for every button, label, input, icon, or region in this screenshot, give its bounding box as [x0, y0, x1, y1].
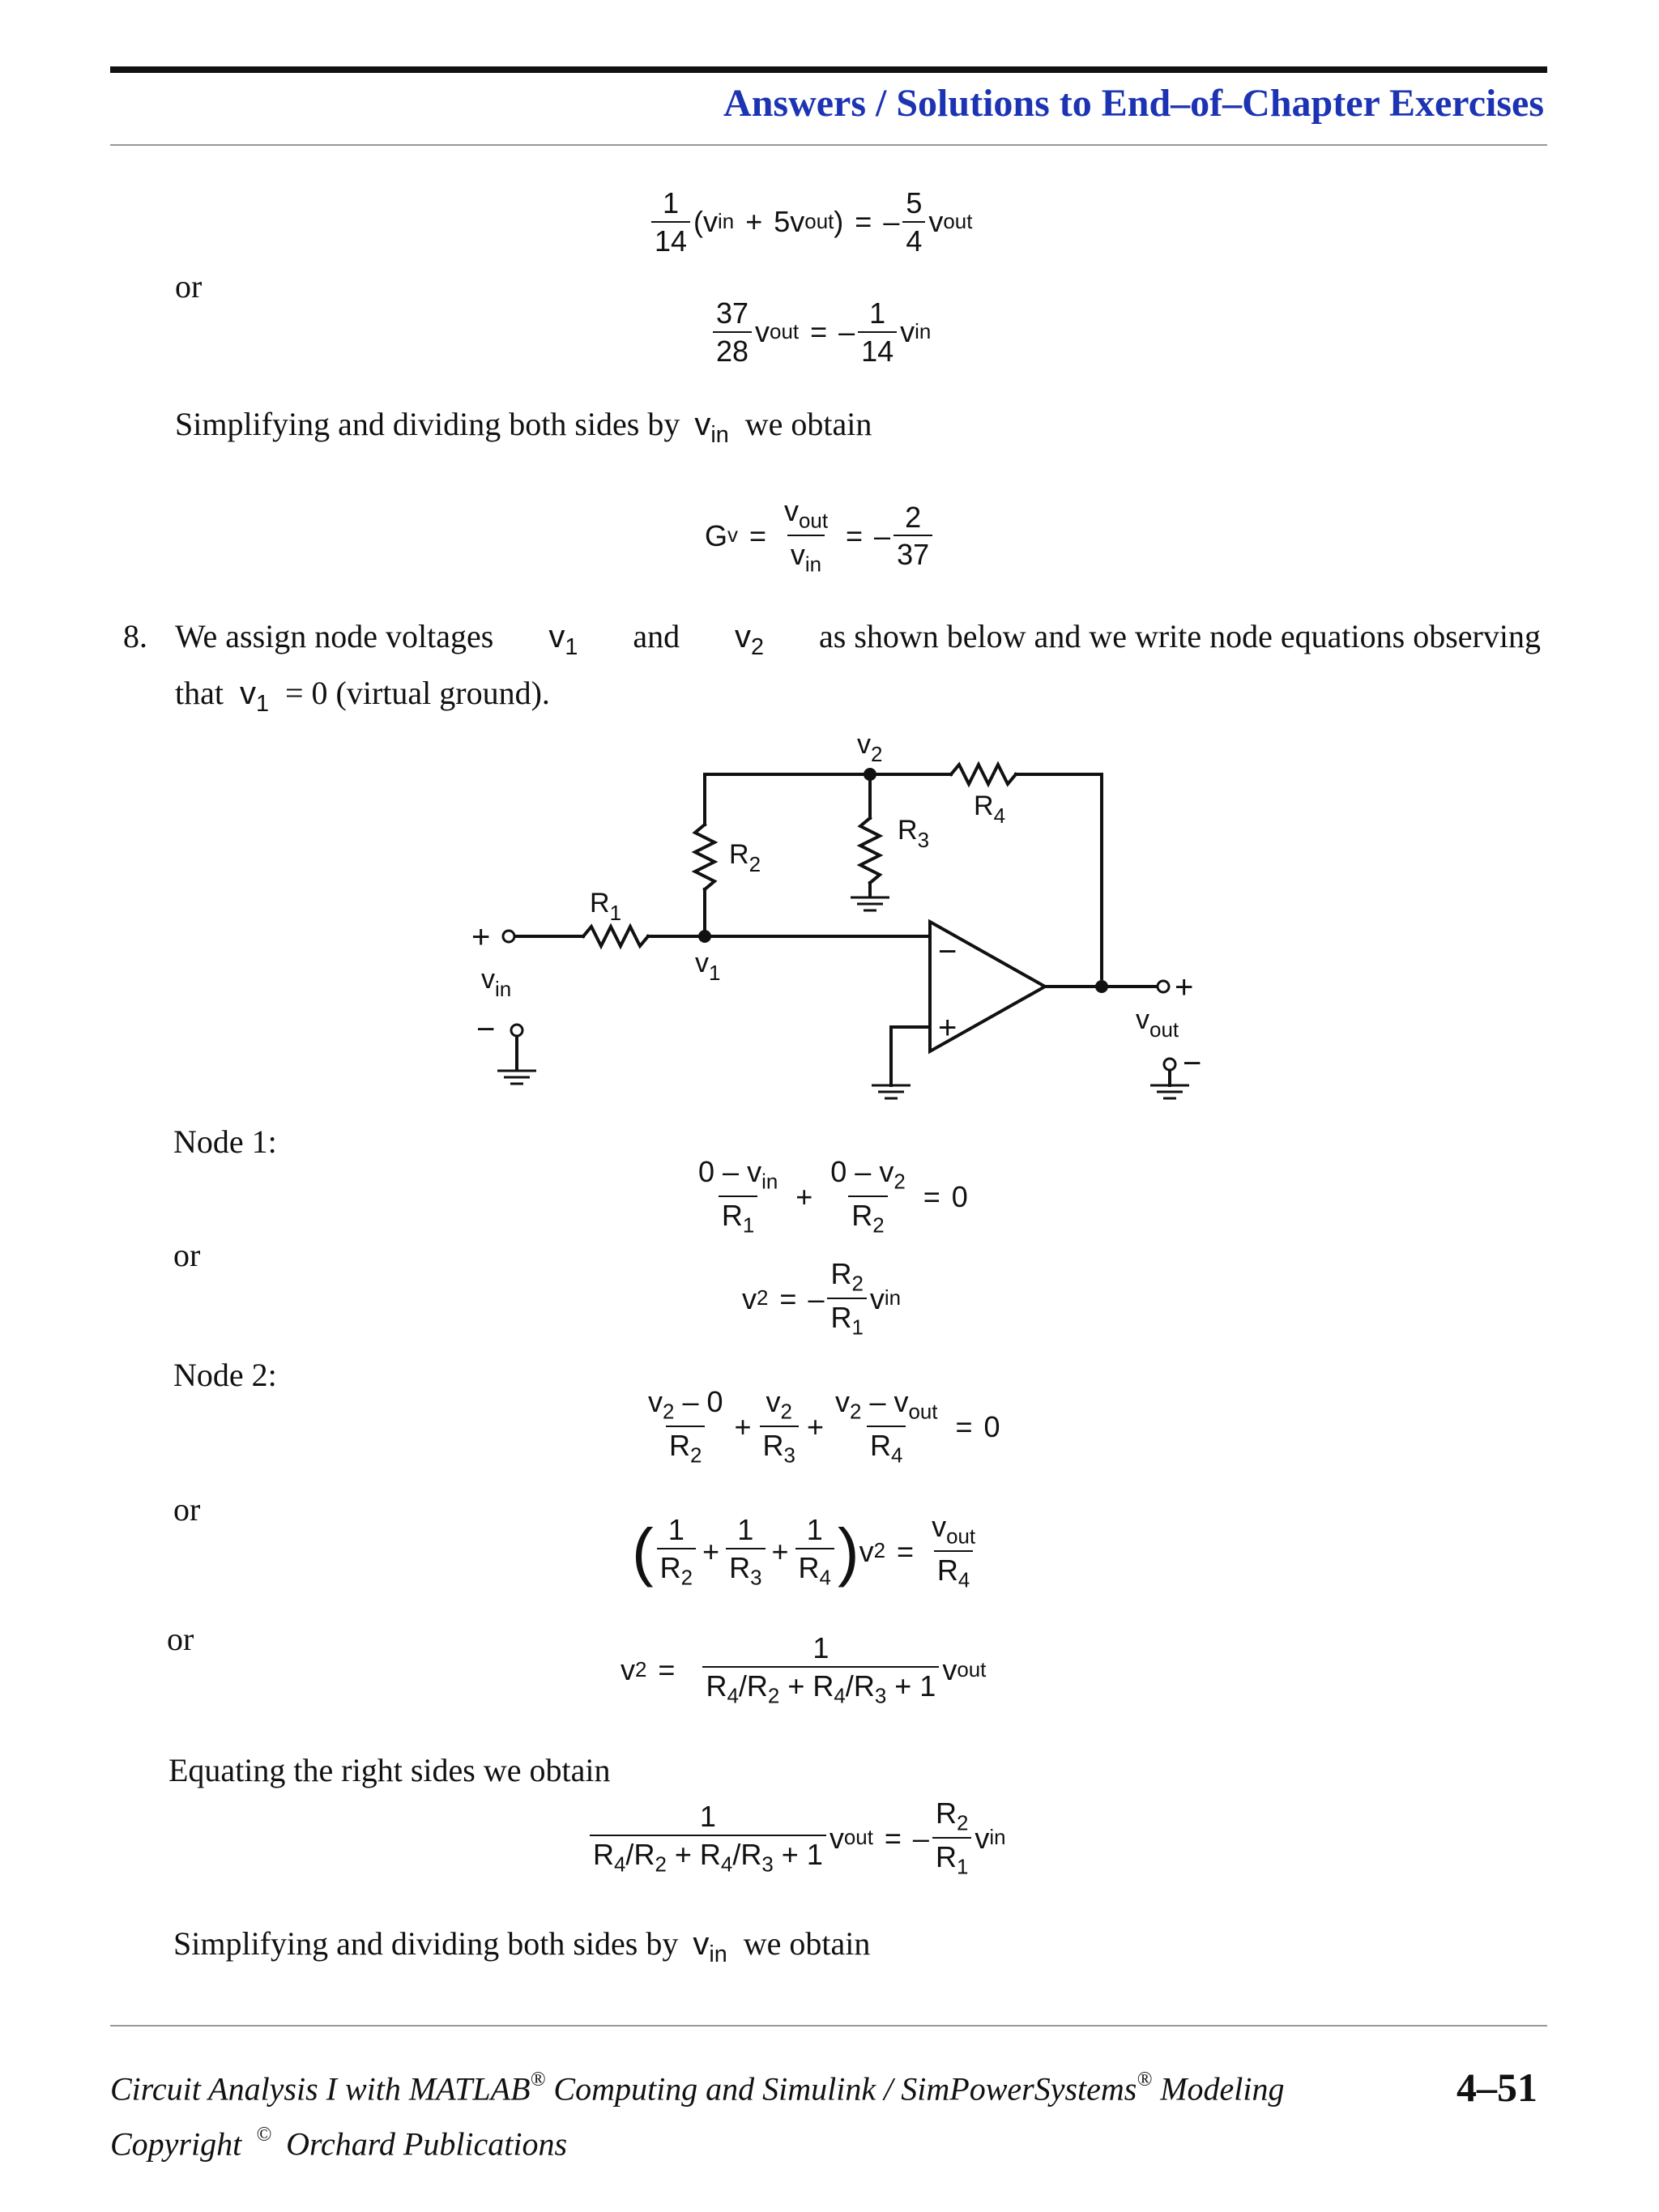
resistor-r3: [860, 818, 880, 883]
equation-v2-node2: v 2 = $\frac{1}{R_4/R_2 + R_4/R_3 + 1}$ v out: [621, 1631, 987, 1708]
ground-icon: [1150, 1085, 1189, 1098]
simplify-line-1: Simplifying and dividing both sides by $v_{in}$ we obtain: [175, 406, 872, 449]
ground-icon: [851, 897, 889, 910]
label-r1: $R_1$: [590, 888, 622, 925]
item-8-line-2: that $v_1 = 0$ (virtual ground).: [175, 675, 550, 718]
opamp-minus-sign: −: [938, 934, 957, 970]
label-vout-plus: +: [1175, 970, 1194, 1005]
word-or-2: or: [173, 1237, 201, 1273]
footer-rule: [110, 2025, 1547, 2027]
node-v1-dot: [698, 930, 711, 943]
label-vin-plus: +: [471, 919, 491, 955]
word-or-3: or: [173, 1491, 201, 1528]
label-r4: $R_4$: [974, 791, 1006, 828]
item-8-line-1: We assign node voltages $v_1$ and $v_2$ as shown below and we write node equations observing: [175, 618, 1541, 661]
terminal-vin-plus: [503, 931, 514, 942]
equation-v2-node1: v 2 = – $\frac{R_2}{R_1}$ v in: [742, 1257, 902, 1340]
ground-icon: [872, 1085, 911, 1098]
node-v2-dot: [864, 768, 876, 781]
label-vin: $v_{in}$: [481, 964, 512, 1001]
circuit-diagram: [454, 729, 1231, 1118]
footer-book-title: Circuit Analysis I with MATLAB® Computing and Simulink / SimPowerSystems® Modeling: [110, 2069, 1285, 2108]
equating-line: Equating the right sides we obtain: [168, 1752, 611, 1788]
resistor-r4: [951, 765, 1016, 784]
resistor-r2: [695, 825, 714, 889]
equation-node-2: $\frac{v_2 - 0}{R_2}$ + $\frac{v_2}{R_3}$ + $\frac{v_2 - v_{out}}{R_4}$ = 0: [648, 1385, 1000, 1468]
terminal-vout-plus: [1158, 981, 1169, 992]
label-vout-minus: −: [1183, 1046, 1202, 1081]
word-or-1: or: [175, 268, 203, 305]
terminal-vin-minus: [511, 1025, 522, 1036]
label-r3: $R_3$: [898, 815, 930, 852]
ground-icon: [497, 1071, 536, 1084]
label-v1: $v_1$: [695, 948, 721, 985]
label-r2: $R_2$: [729, 839, 761, 876]
label-v2: $v_2$: [857, 729, 883, 766]
terminal-vout-minus: [1164, 1059, 1175, 1070]
footer-copyright: Copyright © Orchard Publications: [110, 2124, 568, 2163]
equation-sum-reciprocals: ( $\frac{1}{R_2}$ + $\frac{1}{R_3}$ + $\frac{1}{R_4}$ ) v 2 = $\frac{v_{out}}{R_4}$: [632, 1510, 976, 1592]
item-8-number: 8.: [123, 618, 147, 654]
label-node-2: Node 2:: [173, 1357, 277, 1393]
resistor-r1: [583, 927, 648, 946]
page-number: 4–51: [1456, 2065, 1537, 2110]
equation-node-1: $\frac{0 - v_{in}}{R_1}$ + $\frac{0 - v_2}{R_2}$ = 0: [698, 1155, 968, 1238]
equation-equated: $\frac{1}{R_4/R_2 + R_4/R_3 + 1}$ v out = – $\frac{R_2}{R_1}$ v in: [586, 1798, 1006, 1879]
equation-2: $\frac{37}{28}$ v out = – $\frac{1}{14}$ v in: [710, 298, 931, 367]
header-rule-top: [110, 66, 1547, 73]
label-node-1: Node 1:: [173, 1123, 277, 1160]
header-rule-bottom: [110, 144, 1547, 146]
opamp-plus-sign: +: [938, 1010, 957, 1046]
simplify-line-2: Simplifying and dividing both sides by $v_{in}$ we obtain: [173, 1925, 871, 1968]
label-vout: $v_{out}$: [1136, 1004, 1179, 1042]
equation-1: $\frac{1}{14}$ ( v in + 5 v out ) = – $\frac{5}{4}$ v out: [648, 188, 972, 257]
label-vin-minus: −: [476, 1012, 496, 1047]
word-or-4: or: [167, 1621, 194, 1657]
node-output-dot: [1095, 980, 1108, 993]
equation-gain-1: G v = $\frac{v_{out}}{v_{in}}$ = – $\frac{2}{37}$: [705, 496, 936, 577]
header-title: Answers / Solutions to End–of–Chapter Exercises: [723, 82, 1544, 125]
